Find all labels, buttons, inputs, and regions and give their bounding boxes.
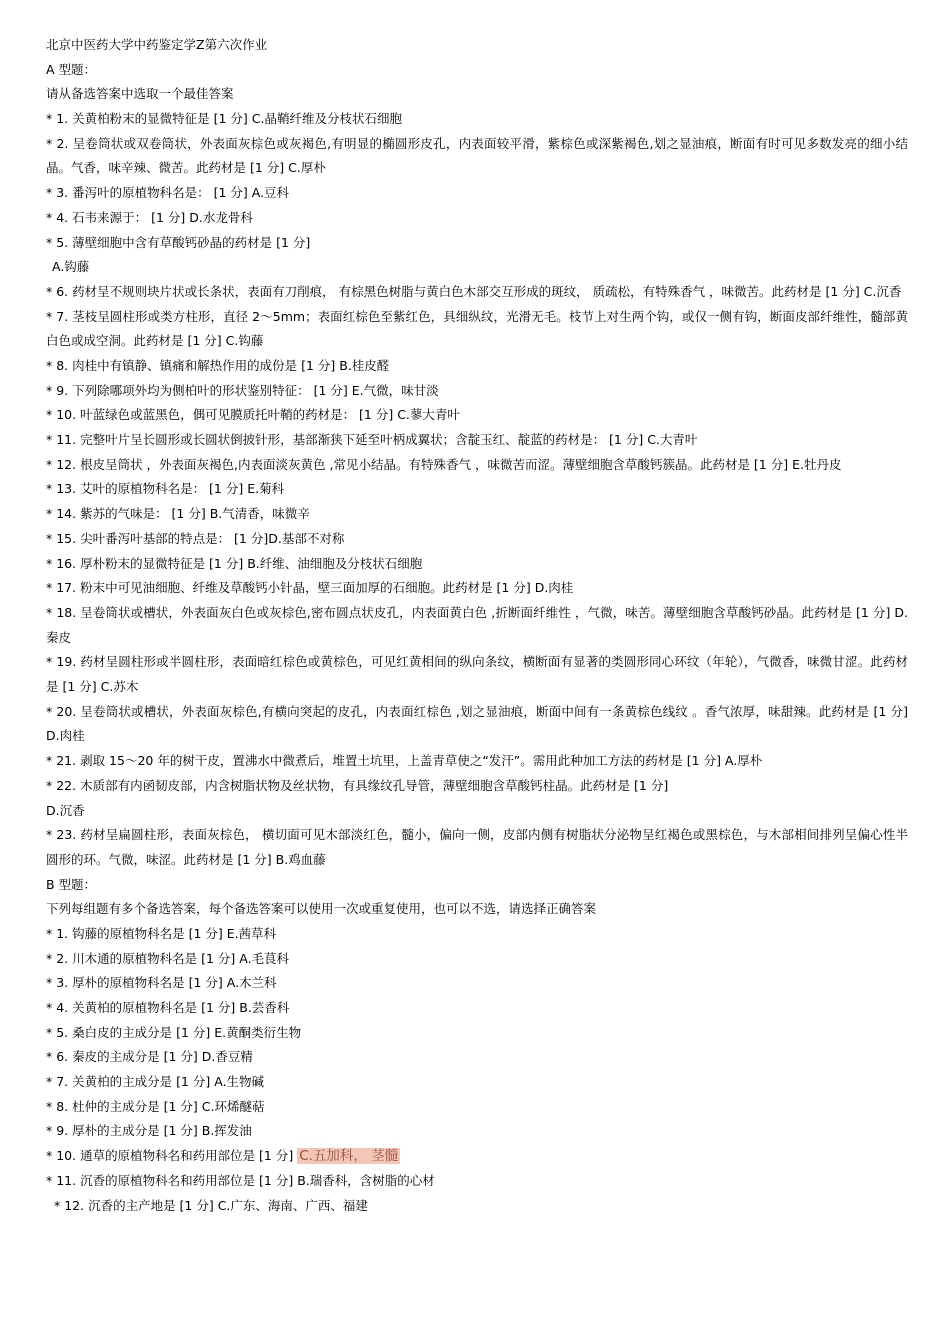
question-b10	[46, 1144, 908, 1169]
question-a4: * 4. 石韦来源于： [1 分] D.水龙骨科	[46, 209, 253, 225]
section-b-heading: B 型题：	[46, 876, 97, 892]
question-a8: * 8. 肉桂中有镇静、镇痛和解热作用的成份是 [1 分] B.桂皮醛	[46, 358, 390, 374]
question-a12: * 12. 根皮呈筒状 ，外表面灰褐色,内表面淡灰黄色 ,常见小结晶。有特殊香气 ，味微苦而涩。薄壁细胞含草酸钙簇晶。此药材是 [1 分] E.牡丹皮	[46, 456, 842, 472]
question-b10-text: * 10. 通草的原植物科名和药用部位是 [1 分]	[46, 1148, 294, 1164]
question-b6: * 6. 秦皮的主成分是 [1 分] D.香豆精	[46, 1049, 253, 1065]
question-b4: * 4. 关黄柏的原植物科名是 [1 分] B.芸香科	[46, 1000, 290, 1016]
question-a22-answer: D.沉香	[46, 802, 85, 818]
question-a22: * 22. 木质部有内函韧皮部，内含树脂状物及丝状物，有具缘纹孔导管，薄壁细胞含草酸钙柱晶。此药材是 [1 分]	[46, 777, 669, 793]
section-a-instruction: 请从备选答案中选取一个最佳答案	[46, 86, 234, 102]
question-a11: * 11. 完整叶片呈长圆形或长圆状倒披针形，基部渐狭下延至叶柄成翼状；含靛玉红、靛蓝的药材是： [1 分] C.大青叶	[46, 432, 698, 448]
question-b10-highlighted-answer: C.五加科， 茎髓	[299, 1148, 399, 1165]
question-a7: * 7. 茎枝呈圆柱形或类方柱形，直径 2～5mm；表面红棕色至紫红色，具细纵纹，光滑无毛。枝节上对生两个钩，或仅一侧有钩，断面皮部纤维性，髓部黄白色或成空洞。此药材是 [1 分] C.钩藤	[46, 308, 908, 349]
question-b3: * 3. 厚朴的原植物科名是 [1 分] A.木兰科	[46, 975, 277, 991]
question-a6: * 6. 药材呈不规则块片状或长条状，表面有刀削痕， 有棕黑色树脂与黄白色木部交互形成的斑纹， 质疏松，有特殊香气 ，味微苦。此药材是 [1 分] C.沉香	[46, 283, 902, 299]
question-a13: * 13. 艾叶的原植物科名是： [1 分] E.菊科	[46, 481, 285, 497]
question-b9: * 9. 厚朴的主成分是 [1 分] B.挥发油	[46, 1123, 252, 1139]
question-a16: * 16. 厚朴粉末的显微特征是 [1 分] B.纤维、油细胞及分枝状石细胞	[46, 555, 423, 571]
question-a20: * 20. 呈卷筒状或槽状，外表面灰棕色,有横向突起的皮孔，内表面红棕色 ,划之显油痕，断面中间有一条黄棕色线纹 。香气浓厚，味甜辣。此药材是 [1 分] D.肉桂	[46, 703, 908, 744]
question-b7: * 7. 关黄柏的主成分是 [1 分] A.生物碱	[46, 1074, 265, 1090]
question-b11: * 11. 沉香的原植物科名和药用部位是 [1 分] B.瑞香科，含树脂的心材	[46, 1172, 435, 1188]
question-a10: * 10. 叶蓝绿色或蓝黑色，偶可见膜质托叶鞘的药材是： [1 分] C.蓼大青叶	[46, 407, 460, 423]
document-page	[46, 33, 908, 1218]
question-b2: * 2. 川木通的原植物科名是 [1 分] A.毛茛科	[46, 950, 290, 966]
question-a15: * 15. 尖叶番泻叶基部的特点是： [1 分]D.基部不对称	[46, 530, 345, 546]
section-b-instruction: 下列每组题有多个备选答案，每个备选答案可以使用一次或重复使用，也可以不选，请选择正确答案	[46, 901, 597, 917]
question-a14: * 14. 紫苏的气味是： [1 分] B.气清香，味微辛	[46, 506, 310, 522]
question-a23: * 23. 药材呈扁圆柱形，表面灰棕色， 横切面可见木部淡红色，髓小，偏向一侧，皮部内侧有树脂状分泌物呈红褐色或黑棕色，与木部相间排列呈偏心性半圆形的环。气微，味涩。此药材是 [1 分] B.鸡血藤	[46, 827, 908, 867]
section-a-heading: A 型题：	[46, 61, 97, 77]
question-a19: * 19. 药材呈圆柱形或半圆柱形，表面暗红棕色或黄棕色，可见红黄相间的纵向条纹，横断面有显著的类圆形同心环纹（年轮），气微香，味微甘涩。此药材是 [1 分] C.苏木	[46, 654, 908, 695]
question-a18: * 18. 呈卷筒状或槽状，外表面灰白色或灰棕色,密布圆点状皮孔，内表面黄白色 ,折断面纤维性 ，气微，味苦。薄壁细胞含草酸钙砂晶。此药材是 [1 分] D.秦皮	[46, 604, 908, 645]
question-b1: * 1. 钩藤的原植物科名是 [1 分] E.茜草科	[46, 925, 277, 941]
question-a21: * 21. 剥取 15～20 年的树干皮，置沸水中微煮后，堆置土坑里，上盖青草使之“发汗”。需用此种加工方法的药材是 [1 分] A.厚朴	[46, 753, 763, 769]
question-a3: * 3. 番泻叶的原植物科名是： [1 分] A.豆科	[46, 185, 290, 201]
question-a5: * 5. 薄壁细胞中含有草酸钙砂晶的药材是 [1 分]	[46, 234, 311, 250]
question-a2: * 2. 呈卷筒状或双卷筒状，外表面灰棕色或灰褐色,有明显的椭圆形皮孔，内表面较平滑，紫棕色或深紫褐色,划之显油痕，断面有时可见多数发亮的细小结晶。气香，味辛辣、微苦。此药材是 [1 分] C.厚朴	[46, 135, 908, 176]
question-b5: * 5. 桑白皮的主成分是 [1 分] E.黄酮类衍生物	[46, 1024, 302, 1040]
question-b8: * 8. 杜仲的主成分是 [1 分] C.环烯醚萜	[46, 1098, 265, 1114]
question-a17: * 17. 粉末中可见油细胞、纤维及草酸钙小针晶，壁三面加厚的石细胞。此药材是 [1 分] D.肉桂	[46, 580, 574, 596]
question-b12: * 12. 沉香的主产地是 [1 分] C.广东、海南、广西、福建	[54, 1197, 368, 1213]
question-a5-answer: A.钩藤	[52, 259, 90, 275]
document-title: 北京中医药大学中药鉴定学Z第六次作业	[46, 37, 268, 52]
question-a1: * 1. 关黄柏粉末的显微特征是 [1 分] C.晶鞘纤维及分枝状石细胞	[46, 111, 402, 127]
question-a9: * 9. 下列除哪项外均为侧柏叶的形状鉴别特征： [1 分] E.气微，味甘淡	[46, 382, 439, 398]
